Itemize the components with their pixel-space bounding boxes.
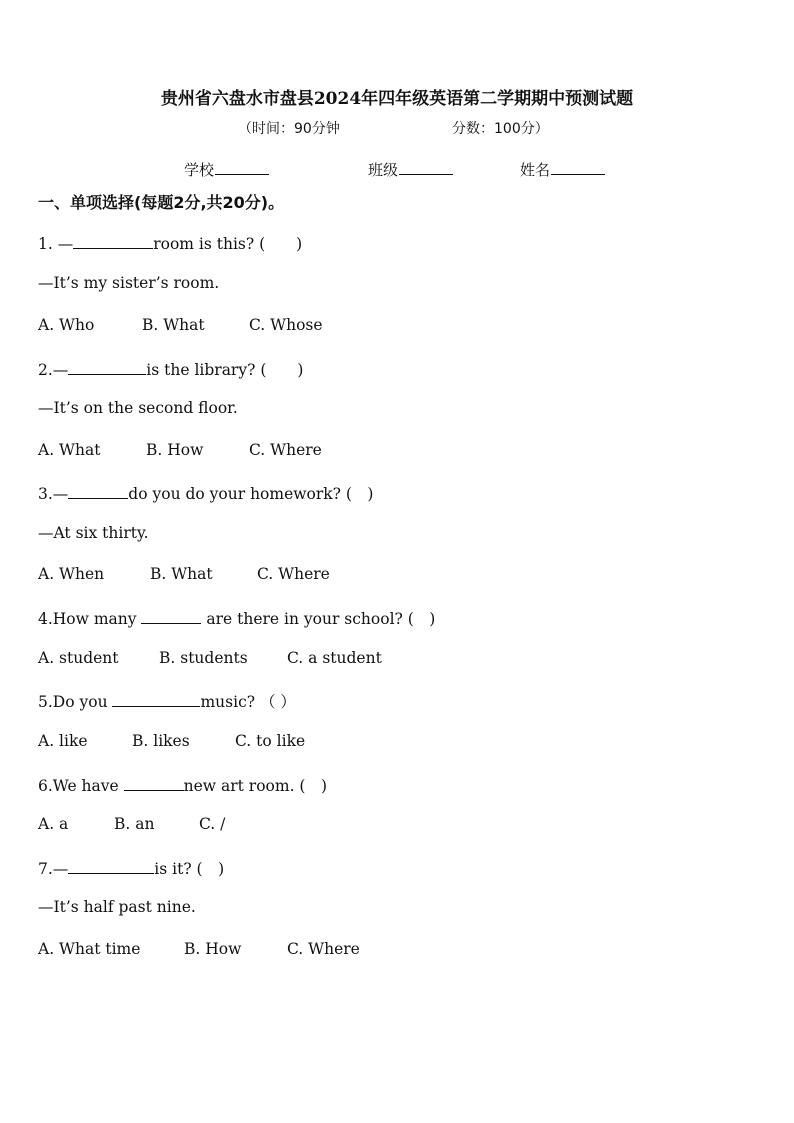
question-2 bbox=[38, 358, 303, 380]
option-c[interactable]: C. Where bbox=[257, 565, 330, 583]
name-blank[interactable] bbox=[551, 160, 605, 175]
option-c[interactable]: C. to like bbox=[235, 732, 306, 750]
option-b[interactable]: B. likes bbox=[132, 732, 190, 750]
option-b[interactable]: B. How bbox=[146, 441, 204, 459]
question-6 bbox=[38, 774, 327, 796]
option-c[interactable]: C. Where bbox=[249, 441, 322, 459]
question-3-answer: —At six thirty. bbox=[38, 524, 149, 542]
question-prefix: 5.Do you bbox=[38, 693, 113, 711]
exam-time: （时间：90分钟 bbox=[238, 121, 340, 137]
question-suffix: room is this? ( ) bbox=[153, 235, 303, 253]
student-info-fields bbox=[0, 159, 794, 181]
question-7-answer: —It’s half past nine. bbox=[38, 898, 196, 916]
question-prefix: 1. — bbox=[38, 235, 74, 253]
option-a[interactable]: A. student bbox=[38, 649, 119, 667]
answer-blank[interactable] bbox=[68, 360, 146, 375]
exam-score: 分数：100分） bbox=[452, 121, 549, 137]
question-suffix: is the library? ( ) bbox=[146, 361, 304, 379]
option-a[interactable]: A. When bbox=[38, 565, 105, 583]
option-a[interactable]: A. What time bbox=[38, 940, 141, 958]
option-c[interactable]: C. Where bbox=[287, 940, 360, 958]
answer-blank[interactable] bbox=[73, 234, 153, 249]
answer-blank[interactable] bbox=[68, 859, 154, 874]
question-3 bbox=[38, 482, 373, 504]
school-label: 学校 bbox=[184, 161, 215, 179]
option-a[interactable]: A. like bbox=[38, 732, 88, 750]
school-field bbox=[184, 159, 269, 180]
option-a[interactable]: A. Who bbox=[38, 316, 95, 334]
name-label: 姓名 bbox=[520, 161, 551, 179]
option-b[interactable]: B. What bbox=[150, 565, 213, 583]
question-suffix: music? （ ） bbox=[200, 693, 296, 711]
question-suffix: are there in your school? ( ) bbox=[201, 610, 436, 628]
school-blank[interactable] bbox=[215, 160, 269, 175]
option-b[interactable]: B. What bbox=[142, 316, 205, 334]
answer-blank[interactable] bbox=[141, 609, 201, 624]
option-b[interactable]: B. an bbox=[114, 815, 155, 833]
question-prefix: 6.We have bbox=[38, 777, 124, 795]
answer-blank[interactable] bbox=[68, 484, 128, 499]
question-prefix: 2.— bbox=[38, 361, 69, 379]
option-b[interactable]: B. How bbox=[184, 940, 242, 958]
question-suffix: is it? ( ) bbox=[154, 860, 225, 878]
exam-meta bbox=[0, 118, 794, 138]
question-suffix: new art room. ( ) bbox=[183, 777, 328, 795]
class-label: 班级 bbox=[368, 161, 399, 179]
option-c[interactable]: C. a student bbox=[287, 649, 382, 667]
option-a[interactable]: A. a bbox=[38, 815, 69, 833]
question-5 bbox=[38, 690, 296, 712]
question-7 bbox=[38, 857, 224, 879]
name-field bbox=[520, 159, 605, 180]
question-2-answer: —It’s on the second floor. bbox=[38, 399, 238, 417]
option-c[interactable]: C. / bbox=[199, 815, 226, 833]
section-heading: 一、单项选择(每题2分,共20分)。 bbox=[38, 193, 285, 212]
class-field bbox=[368, 159, 453, 180]
question-4 bbox=[38, 607, 435, 629]
class-blank[interactable] bbox=[399, 160, 453, 175]
answer-blank[interactable] bbox=[112, 692, 200, 707]
option-c[interactable]: C. Whose bbox=[249, 316, 323, 334]
option-b[interactable]: B. students bbox=[159, 649, 248, 667]
question-prefix: 3.— bbox=[38, 485, 69, 503]
question-prefix: 4.How many bbox=[38, 610, 142, 628]
question-suffix: do you do your homework? ( ) bbox=[128, 485, 374, 503]
question-prefix: 7.— bbox=[38, 860, 69, 878]
option-a[interactable]: A. What bbox=[38, 441, 101, 459]
question-1 bbox=[38, 232, 302, 254]
exam-title: 贵州省六盘水市盘县2024年四年级英语第二学期期中预测试题 bbox=[160, 89, 634, 109]
question-1-answer: —It’s my sister’s room. bbox=[38, 274, 220, 292]
answer-blank[interactable] bbox=[124, 776, 184, 791]
